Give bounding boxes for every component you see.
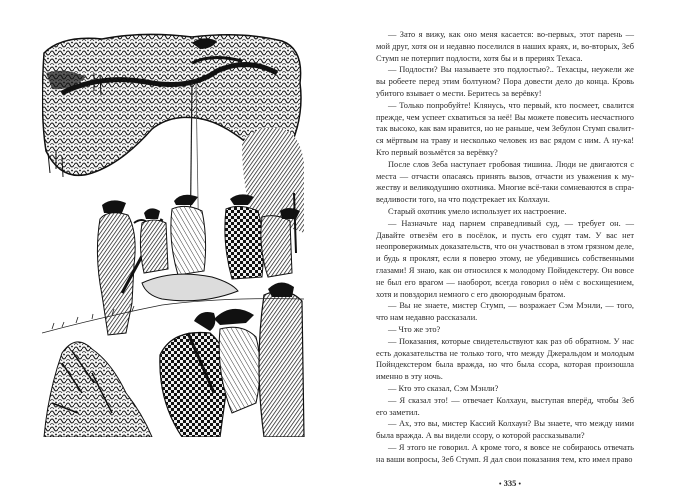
paragraph: — Подлости? Вы называете это подлостью?.. Техасцы, неужели же вы робеете перед этим болтуном? Пора довести дело до конца. Кровь убитого взывает о мести. Беритесь за верёвку! bbox=[376, 65, 634, 98]
paragraph: — Я этого не говорил. А кроме того, я вовсе не собираюсь отвечать на ваши вопросы, Зеб Стумп. Я дал свои показания тем, кто имел право bbox=[376, 442, 634, 464]
folio-bullet-left: • bbox=[499, 480, 502, 489]
paragraph: — Кто это сказал, Сэм Мэнли? bbox=[388, 383, 499, 393]
paragraph: — Ах, это вы, мистер Кассий Колхаун? Вы знаете, что между ними была вражда. А вы видели ссору, о которой рассказывали? bbox=[376, 419, 634, 441]
paragraph: — Зато я вижу, как оно меня касается: во-первых, этот парень — мой друг, хотя он и недавно поселился в наших краях, и, во-вторых, Зеб Стумп не потерпит подлости, хотя бы и в прериях Техаса. bbox=[376, 30, 634, 63]
page-number bbox=[340, 477, 680, 498]
figure-foreground-checkered bbox=[160, 312, 227, 437]
paragraph: Старый охотник умело использует их настроение. bbox=[388, 206, 567, 216]
figure-foreground-dark bbox=[259, 282, 304, 437]
paragraph: — Вы не знаете, мистер Стумп, — возражает Сэм Мэнли, — того, что нам недавно рассказали. bbox=[376, 301, 634, 323]
right-page bbox=[340, 0, 680, 498]
tree-canopy bbox=[42, 34, 304, 233]
paragraph: — Только попробуйте! Клянусь, что первый, кто посмеет, свалится прежде, чем успеет схватиться за неё! Вы можете повесить несчастного так высоко, как вам нравится, но не раньше, чем Зебулон Стумп свалится мёртвым на траву и несколько человек из вас рядом с ним. А ну-ка! Кто первый возьмётся за верёвку? bbox=[376, 100, 634, 157]
paragraph: После слов Зеба наступает гробовая тишина. Люди не двигаются с места — отчасти опасаясь принять вызов, отчасти из уважения к мужеству и великодушию охотника. Многие всё-таки сомневаются в справедливости того, на что подстрекает их Колхаун. bbox=[376, 159, 634, 205]
paragraph: — Назначьте над парнем справедливый суд, — требует он. — Давайте отвезём его в посёлок, и пусть его судят там. У вас нет неопровержимых доказательств, что он участвовал в этом грязном деле, и будь я проклят, если я поверю этому, не убедившись собственными глазами! Я знаю, как он относился к молодому Пойндекстеру. Он вовсе не был его врагом — наоборот, всегда говорил о нём с восхищением, хотя и повздорил немного с его двоюродным братом. bbox=[376, 218, 634, 299]
paragraph: — Показания, которые свидетельствуют как раз об обратном. У нас есть доказательства не только того, что между Джеральдом и молодым Пойндекстером была вражда, но что была ссора, которая произошла именно в эту ночь. bbox=[376, 336, 634, 382]
paragraph: — Я сказал это! — отвечает Колхаун, выступая вперёд, чтобы Зеб его заметил. bbox=[376, 395, 634, 417]
page-number-value: 335 bbox=[503, 478, 517, 489]
folio-bullet-right: • bbox=[518, 480, 521, 489]
body-text bbox=[376, 29, 634, 465]
figure-on-ground bbox=[142, 274, 238, 301]
illustration-hanging-tree-scene bbox=[42, 33, 306, 437]
foreground-bush bbox=[44, 342, 152, 437]
woodcut-illustration bbox=[42, 33, 306, 437]
figure-group-center bbox=[140, 195, 238, 301]
paragraph: — Что же это? bbox=[388, 324, 441, 334]
